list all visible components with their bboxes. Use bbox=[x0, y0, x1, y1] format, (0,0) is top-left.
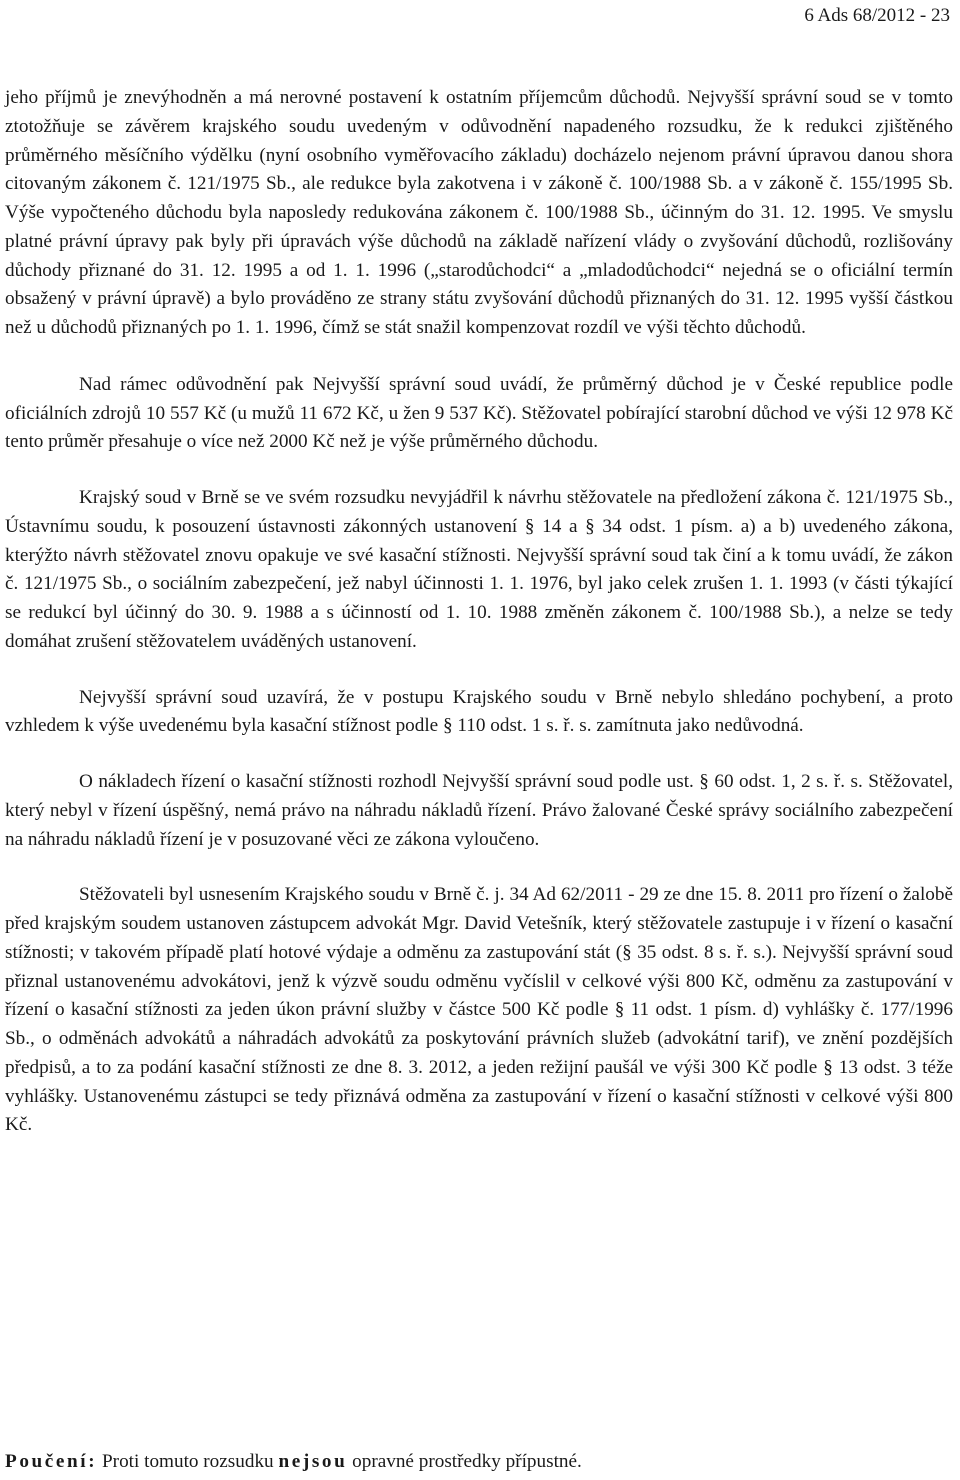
paragraph-1: jeho příjmů je znevýhodněn a má nerovné postavení k ostatním příjemcům důchodů. Nejvyšší správní soud se v tomto ztotožňuje se závěrem krajského soudu uvedeným v odůvodnění napadeného rozsudku, že k redukci zjištěného průměrného měsíčního výdělku (nyní osobního vyměřovacího základu) docházelo nejenom právní úpravou danou shora citovaným zákonem č. 121/1975 Sb., ale redukce byla zakotvena i v zákoně č. 100/1988 Sb. a v zákoně č. 155/1995 Sb. Výše vypočteného důchodu byla naposledy redukována zákonem č. 100/1988 Sb., účinným do 31. 12. 1995. Ve smyslu platné právní úpravy pak byly při úpravách výše důchodů na základě nařízení vlády o zvyšování důchodů, rozlišovány důchody přiznané do 31. 12. 1995 a od 1. 1. 1996 („starodůchodci“ a „mladodůchodci“ nejedná se o oficiální termín obsažený v právní úpravě) a bylo prováděno ze strany státu zvyšování důchodů přiznaných do 31. 12. 1995 vyšší částkou než u důchodů přiznaných po 1. 1. 1996, čímž se stát snažil kompenzovat rozdíl ve výši těchto důchodů. bbox=[5, 87, 953, 338]
paragraph-2: Nad rámec odůvodnění pak Nejvyšší správní soud uvádí, že průměrný důchod je v České republice podle oficiálních zdrojů 10 557 Kč (u mužů 11 672 Kč, u žen 9 537 Kč). Stěžovatel pobírající starobní důchod ve výši 12 978 Kč tento průměr přesahuje o více než 2000 Kč než je výše průměrného důchodu. bbox=[5, 373, 953, 453]
legal-instruction bbox=[5, 1448, 953, 1476]
document-body bbox=[5, 84, 953, 1140]
instruction-label: Poučení: bbox=[5, 1451, 98, 1472]
paragraph-6: Stěžovateli byl usnesením Krajského soudu v Brně č. j. 34 Ad 62/2011 - 29 ze dne 15. 8. 2011 pro řízení o žalobě před krajským soudem ustanoven zástupcem advokát Mgr. David Vetešník, který stěžovatele zastupuje i v řízení o kasační stížnosti; v takovém případě platí hotové výdaje a odměnu za zastupování stát (§ 35 odst. 8 s. ř. s.). Nejvyšší správní soud přiznal ustanovenému advokátovi, jenž k výzvě soudu odměnu vyčíslil v celkové výši 800 Kč, odměnu za zastupování v řízení o kasační stížnosti za jeden úkon právní služby v částce 500 Kč podle § 11 odst. 1 písm. d) vyhlášky č. 177/1996 Sb., o odměnách advokátů a náhradách advokátů za poskytování právních služeb (advokátní tarif), ve znění pozdějších předpisů, a to za podání kasační stížnosti ze dne 8. 3. 2012, a jeden režijní paušál ve výši 300 Kč podle § 13 odst. 3 téže vyhlášky. Ustanovenému zástupci se tedy přiznává odměna za zastupování v řízení o kasační stížnosti v celkové výši 800 Kč. bbox=[5, 884, 953, 1136]
paragraph-5: O nákladech řízení o kasační stížnosti rozhodl Nejvyšší správní soud podle ust. § 60 odst. 1, 2 s. ř. s. Stěžovatel, který nebyl v řízení úspěšný, nemá právo na náhradu nákladů řízení. Právo žalované České správy sociálního zabezpečení na náhradu nákladů řízení je v posuzované věci ze zákona vyloučeno. bbox=[5, 771, 953, 850]
document-reference: 6 Ads 68/2012 - 23 bbox=[804, 5, 950, 26]
paragraph-3: Krajský soud v Brně se ve svém rozsudku nevyjádřil k návrhu stěžovatele na předložení zákona č. 121/1975 Sb., Ústavnímu soudu, k posouzení ústavnosti zákonných ustanovení § 14 a § 34 odst. 1 písm. a) a b) uvedeného zákona, kterýžto návrh stěžovatel znovu opakuje ve své kasační stížnosti. Nejvyšší správní soud tak činí a k tomu uvádí, že zákon č. 121/1975 Sb., o sociálním zabezpečení, jež nabyl účinnosti 1. 1. 1976, byl jako celek zrušen 1. 1. 1993 (v části týkající se redukcí byl účinný do 30. 9. 1988 a s účinností od 1. 10. 1988 změněn zákonem č. 100/1988 Sb.), a nelze se tedy domáhat zrušení stěžovatelem uváděných ustanovení. bbox=[5, 487, 953, 652]
paragraph-4: Nejvyšší správní soud uzavírá, že v postupu Krajského soudu v Brně nebylo shledáno pochybení, a proto vzhledem k výše uvedenému byla kasační stížnost podle § 110 odst. 1 s. ř. s. zamítnuta jako nedůvodná. bbox=[5, 686, 953, 737]
instruction-text-after: opravné prostředky přípustné. bbox=[352, 1451, 582, 1472]
instruction-emphasis: nejsou bbox=[278, 1451, 348, 1472]
instruction-text-before: Proti tomuto rozsudku bbox=[102, 1451, 274, 1472]
